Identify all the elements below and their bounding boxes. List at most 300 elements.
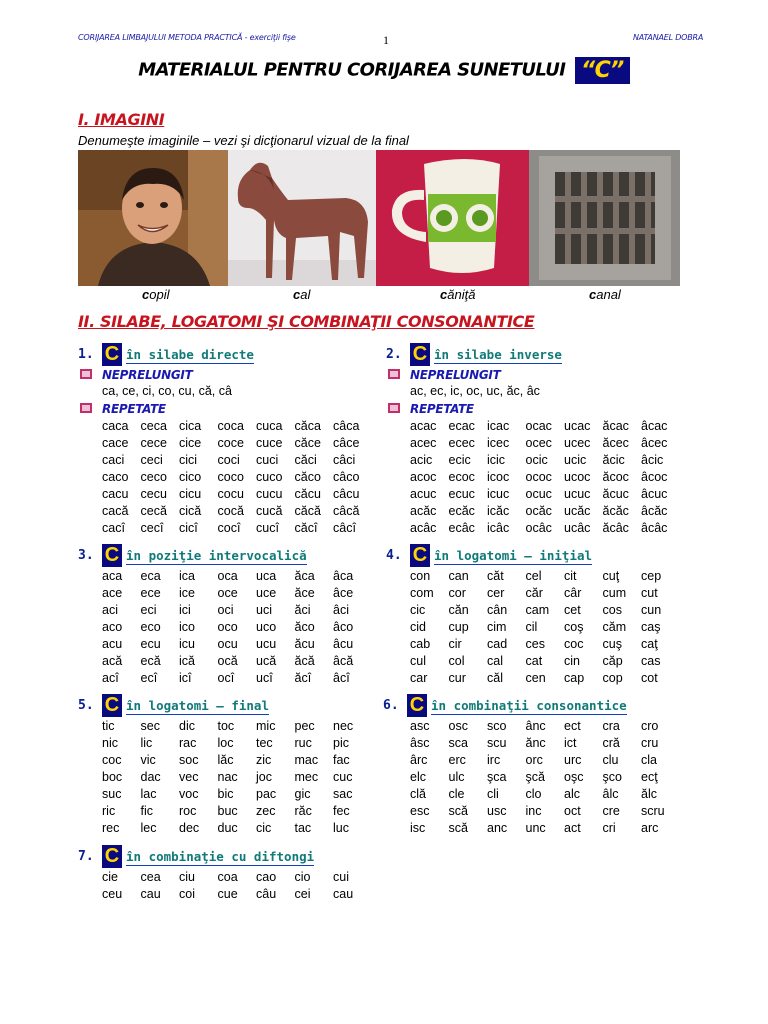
syllable-cell: icî (179, 671, 192, 685)
block-number: 4. (386, 548, 402, 563)
block-label: în poziţie intervocalică (126, 548, 307, 563)
syllable-cell: cio (294, 870, 311, 884)
book-icon (80, 369, 92, 379)
section-images-heading: I. IMAGINI (78, 110, 165, 129)
letter-box: C (410, 544, 430, 567)
block-number: 3. (78, 548, 94, 563)
syllable-cell: ăco (294, 620, 315, 634)
syllable-cell: cic (410, 603, 426, 617)
syllable-cell: cecî (140, 521, 164, 535)
page-title (0, 57, 768, 84)
syllable-cell: cece (140, 436, 167, 450)
book-icon (388, 369, 400, 379)
syllable-cell: aca (102, 569, 123, 583)
syllable-cell: ucic (564, 453, 587, 467)
syllable-cell: cut (641, 586, 658, 600)
syllable-cell: cică (179, 504, 202, 518)
syllable-cell: caţ (641, 637, 658, 651)
syllable-cell: oce (217, 586, 238, 600)
syllable-cell: ăcic (602, 453, 625, 467)
syllable-cell: cal (487, 654, 503, 668)
syllable-cell: căcă (294, 504, 321, 518)
syllable-cell: cur (448, 671, 466, 685)
syllable-cell: clă (410, 787, 426, 801)
running-header-left: CORIJAREA LIMBAJULUI METODA PRACTICĂ - exerciţii fişe (78, 33, 296, 42)
syllable-cell: mec (294, 770, 319, 784)
syllable-cell: cli (487, 787, 499, 801)
syllable-cell: icoc (487, 470, 510, 484)
syllable-cell: câce (333, 436, 360, 450)
letter-box: C (102, 694, 122, 717)
syllable-cell: tec (256, 736, 273, 750)
syllable-cell: cep (641, 569, 662, 583)
syllable-cell: âcu (333, 637, 354, 651)
image-drain-grate (529, 150, 680, 286)
syllable-cell: dac (140, 770, 161, 784)
syllable-cell: âcâc (641, 521, 668, 535)
syllable-cell: cie (102, 870, 118, 884)
syllable-cell: căcu (294, 487, 321, 501)
syllable-cell: icuc (487, 487, 510, 501)
syllable-cell: unc (525, 821, 546, 835)
syllable-cell: cuş (602, 637, 622, 651)
syllable-row (410, 735, 703, 752)
syllable-cell: coc (564, 637, 584, 651)
syllable-cell: ecuc (448, 487, 475, 501)
syllable-cell: irc (487, 753, 501, 767)
syllable-cell: dec (179, 821, 200, 835)
block-number: 2. (386, 347, 402, 362)
syllable-cell: ocâc (525, 521, 552, 535)
syllable-cell: car (410, 671, 428, 685)
syllable-cell: ocu (217, 637, 238, 651)
syllable-row (102, 452, 398, 469)
syllable-cell: câr (564, 586, 582, 600)
syllable-row (410, 653, 706, 670)
syllable-cell: âca (333, 569, 354, 583)
block-label: în logatomi – final (126, 698, 269, 713)
syllable-cell: cacă (102, 504, 129, 518)
syllable-cell: eci (140, 603, 157, 617)
syllable-cell: ăcu (294, 637, 315, 651)
syllable-cell: ăcăc (602, 504, 629, 518)
syllable-cell: tac (294, 821, 312, 835)
syllable-cell: ăcâc (602, 521, 629, 535)
syllable-cell: bic (217, 787, 234, 801)
syllable-cell: ăcac (602, 419, 629, 433)
syllable-cell: ocăc (525, 504, 552, 518)
syllable-row (102, 585, 398, 602)
syllable-cell: ocic (525, 453, 548, 467)
syllable-cell: coa (217, 870, 238, 884)
syllable-cell: cuce (256, 436, 283, 450)
syllable-cell: cuca (256, 419, 283, 433)
syllable-cell: mac (294, 753, 319, 767)
syllable-cell: cum (602, 586, 627, 600)
syllable-row (410, 503, 706, 520)
syllable-cell: caca (102, 419, 129, 433)
syllable-cell: câca (333, 419, 360, 433)
syllable-cell: cri (602, 821, 616, 835)
syllable-cell: osc (448, 719, 468, 733)
syllable-cell: fac (333, 753, 350, 767)
section-images-subtitle: Denumeşte imaginile – vezi şi dicţionarul vizual de la final (78, 133, 409, 148)
syllable-row (410, 418, 706, 435)
syllable-cell: acu (102, 637, 123, 651)
syllable-cell: acăc (410, 504, 437, 518)
syllable-cell: ucă (256, 654, 277, 668)
letter-box: C (102, 343, 122, 366)
syllable-grid (78, 869, 398, 903)
syllable-cell: şca (487, 770, 507, 784)
syllable-cell: mic (256, 719, 276, 733)
syllable-cell: cat (525, 654, 543, 668)
syllable-row (410, 435, 706, 452)
syllable-cell: şcă (525, 770, 545, 784)
syllable-row (102, 486, 398, 503)
syllable-cell: rec (102, 821, 120, 835)
letter-box: C (102, 845, 122, 868)
syllable-cell: act (564, 821, 581, 835)
syllable-cell: cei (294, 887, 311, 901)
syllable-cell: suc (102, 787, 122, 801)
syllable-cell: vec (179, 770, 199, 784)
syllable-cell: isc (410, 821, 426, 835)
syllable-row (102, 636, 398, 653)
syllable-row (102, 619, 398, 636)
syllable-cell: ocac (525, 419, 552, 433)
syllable-cell: ânc (525, 719, 546, 733)
syllable-cell: uca (256, 569, 277, 583)
block-label: în combinaţii consonantice (431, 698, 627, 713)
syllable-cell: cicî (179, 521, 198, 535)
syllable-cell: ăcoc (602, 470, 629, 484)
syllable-row (410, 585, 706, 602)
syllable-cell: cit (564, 569, 577, 583)
syllable-cell: ces (525, 637, 545, 651)
syllable-cell: clu (602, 753, 619, 767)
syllable-cell: cuci (256, 453, 279, 467)
syllable-cell: ucâc (564, 521, 591, 535)
syllable-cell: acic (410, 453, 433, 467)
syllable-cell: âcă (333, 654, 354, 668)
syllable-cell: ucu (256, 637, 277, 651)
syllable-row (102, 752, 398, 769)
block-label: în combinaţie cu diftongi (126, 849, 315, 864)
syllable-cell: ăcec (602, 436, 629, 450)
syllable-cell: aci (102, 603, 118, 617)
syllable-cell: acec (410, 436, 437, 450)
syllable-cell: acâc (410, 521, 437, 535)
syllable-cell: arc (641, 821, 659, 835)
syllable-row (410, 469, 706, 486)
syllable-cell: cru (641, 736, 659, 750)
syllable-cell: duc (217, 821, 238, 835)
syllable-cell: ece (140, 586, 161, 600)
syllable-cell: ălc (641, 787, 657, 801)
syllable-cell: căp (602, 654, 623, 668)
syllable-cell: şco (602, 770, 622, 784)
syllable-cell: ici (179, 603, 191, 617)
caption-canal: canal (589, 287, 621, 302)
syllable-cell: âcuc (641, 487, 668, 501)
syllable-cell: com (410, 586, 434, 600)
syllable-cell: cen (525, 671, 546, 685)
syllable-cell: zic (256, 753, 272, 767)
syllable-cell: ruc (294, 736, 312, 750)
syllable-cell: pic (333, 736, 349, 750)
syllable-cell: câu (256, 887, 277, 901)
syllable-cell: cacu (102, 487, 129, 501)
syllable-row (410, 820, 703, 837)
syllable-cell: col (448, 654, 465, 668)
syllable-cell: âcic (641, 453, 664, 467)
syllable-cell: coca (217, 419, 244, 433)
letter-box: C (410, 343, 430, 366)
syllable-cell: ecâc (448, 521, 475, 535)
book-icon (80, 403, 92, 413)
syllable-cell: cor (448, 586, 466, 600)
syllable-row (410, 786, 703, 803)
syllable-row (102, 820, 398, 837)
syllable-cell: uci (256, 603, 272, 617)
syllable-cell: cucă (256, 504, 283, 518)
syllable-cell: cil (525, 620, 538, 634)
syllable-row (410, 769, 703, 786)
syllable-cell: soc (179, 753, 199, 767)
syllable-row (410, 718, 703, 735)
syllable-cell: ecă (140, 654, 161, 668)
syllable-cell: căca (294, 419, 321, 433)
block-number: 7. (78, 849, 94, 864)
syllable-cell: căcî (294, 521, 318, 535)
syllable-cell: âci (333, 603, 349, 617)
syllable-cell: urc (564, 753, 582, 767)
syllable-cell: ucec (564, 436, 591, 450)
syllable-cell: cao (256, 870, 277, 884)
syllable-cell: ăca (294, 569, 315, 583)
syllable-cell: cra (602, 719, 620, 733)
syllable-cell: căl (487, 671, 503, 685)
syllable-cell: cuc (333, 770, 353, 784)
syllable-cell: cam (525, 603, 550, 617)
syllable-cell: lac (140, 787, 157, 801)
syllable-cell: ucac (564, 419, 591, 433)
syllable-row (410, 752, 703, 769)
caption-copil: copil (142, 287, 170, 302)
syllable-cell: cico (179, 470, 202, 484)
syllable-row (102, 653, 398, 670)
syllable-cell: căn (448, 603, 469, 617)
syllable-row (102, 568, 398, 585)
syllable-cell: zec (256, 804, 276, 818)
syllable-cell: ceci (140, 453, 163, 467)
syllable-cell: ica (179, 569, 195, 583)
syllable-cell: ăcî (294, 671, 312, 685)
syllable-cell: alc (564, 787, 580, 801)
syllable-cell: ecec (448, 436, 475, 450)
syllable-cell: cica (179, 419, 202, 433)
syllable-cell: cră (602, 736, 620, 750)
syllable-cell: cim (487, 620, 507, 634)
syllable-cell: icac (487, 419, 510, 433)
syllable-cell: gic (294, 787, 311, 801)
syllable-cell: ect (564, 719, 581, 733)
syllable-cell: ecic (448, 453, 471, 467)
syllable-cell: cucu (256, 487, 283, 501)
syllable-cell: cas (641, 654, 661, 668)
syllable-cell: cau (333, 887, 354, 901)
syllable-cell: ocî (217, 671, 235, 685)
syllable-cell: ecţ (641, 770, 658, 784)
syllable-cell: roc (179, 804, 197, 818)
syllable-cell: lec (140, 821, 157, 835)
syllable-cell: âcac (641, 419, 668, 433)
syllable-cell: câco (333, 470, 360, 484)
syllable-cell: câci (333, 453, 356, 467)
syllable-cell: cop (602, 671, 623, 685)
syllable-cell: âlc (602, 787, 619, 801)
syllable-cell: ăce (294, 586, 315, 600)
syllable-cell: ăci (294, 603, 311, 617)
syllable-cell: ococ (525, 470, 552, 484)
syllable-row (102, 786, 398, 803)
syllable-cell: sca (448, 736, 468, 750)
letter-box: C (407, 694, 427, 717)
syllable-cell: coi (179, 887, 195, 901)
syllable-cell: elc (410, 770, 426, 784)
block-logatoms-final (78, 694, 398, 837)
syllable-cell: inc (525, 804, 542, 818)
syllable-row (102, 718, 398, 735)
syllable-cell: căci (294, 453, 317, 467)
syllable-cell: ico (179, 620, 195, 634)
syllable-row (410, 636, 706, 653)
syllable-cell: luc (333, 821, 349, 835)
syllable-cell: âce (333, 586, 354, 600)
syllable-cell: ocă (217, 654, 238, 668)
syllable-cell: oct (564, 804, 581, 818)
syllable-cell: cad (487, 637, 508, 651)
syllable-grid (383, 718, 703, 837)
syllable-grid (78, 418, 398, 537)
block-diphthongs (78, 845, 398, 903)
syllable-grid (78, 718, 398, 837)
syllable-cell: pac (256, 787, 277, 801)
syllable-cell: cecă (140, 504, 167, 518)
syllable-row (102, 503, 398, 520)
syllable-cell: icâc (487, 521, 510, 535)
syllable-row (410, 670, 706, 687)
syllable-cell: cice (179, 436, 202, 450)
syllable-cell: cocă (217, 504, 244, 518)
syllable-cell: caş (641, 620, 661, 634)
syllable-cell: orc (525, 753, 543, 767)
syllable-row (410, 619, 706, 636)
syllable-cell: cle (448, 787, 465, 801)
syllable-cell: vic (140, 753, 156, 767)
syllable-cell: căce (294, 436, 321, 450)
syllable-cell: scă (448, 804, 468, 818)
syllable-row (102, 670, 398, 687)
syllable-cell: căco (294, 470, 321, 484)
syllable-row (102, 735, 398, 752)
syllable-cell: fec (333, 804, 350, 818)
syllable-cell: ucăc (564, 504, 591, 518)
plain-syllables: ac, ec, ic, oc, uc, ăc, âc (410, 384, 540, 398)
syllable-cell: cecu (140, 487, 167, 501)
page-number: 1 (383, 33, 389, 47)
syllable-cell: ecoc (448, 470, 475, 484)
syllable-cell: pec (294, 719, 315, 733)
syllable-cell: cel (525, 569, 542, 583)
syllable-cell: coci (217, 453, 240, 467)
syllable-cell: ecî (140, 671, 158, 685)
syllable-cell: ecu (140, 637, 161, 651)
syllable-cell: nac (217, 770, 238, 784)
block-consonant-clusters (383, 694, 703, 837)
syllable-cell: câcă (333, 504, 360, 518)
syllable-cell: ulc (448, 770, 465, 784)
syllable-cell: lic (140, 736, 153, 750)
block-number: 1. (78, 347, 94, 362)
syllable-row (102, 869, 398, 886)
syllable-cell: icic (487, 453, 506, 467)
syllable-cell: cos (602, 603, 622, 617)
syllable-cell: scu (487, 736, 507, 750)
syllable-cell: nic (102, 736, 118, 750)
syllable-cell: cup (448, 620, 469, 634)
caption-cal: cal (293, 287, 311, 302)
syllable-cell: erc (448, 753, 466, 767)
section-syllables-heading: II. SILABE, LOGATOMI ŞI COMBINAŢII CONSONANTICE (78, 312, 535, 331)
syllable-cell: acoc (410, 470, 437, 484)
syllable-cell: buc (217, 804, 238, 818)
syllable-cell: cro (641, 719, 659, 733)
syllable-cell: acuc (410, 487, 437, 501)
syllable-cell: âcăc (641, 504, 668, 518)
block-label: în silabe inverse (434, 347, 562, 362)
syllable-cell: cot (641, 671, 658, 685)
syllable-row (102, 803, 398, 820)
syllable-row (102, 435, 398, 452)
syllable-cell: scă (448, 821, 468, 835)
syllable-cell: cul (410, 654, 426, 668)
syllable-cell: joc (256, 770, 272, 784)
syllable-row (102, 602, 398, 619)
syllable-cell: âcec (641, 436, 668, 450)
syllable-cell: ecac (448, 419, 475, 433)
syllable-cell: acî (102, 671, 119, 685)
syllable-cell: cacî (102, 521, 125, 535)
syllable-cell: oşc (564, 770, 584, 784)
syllable-cell: aco (102, 620, 123, 634)
syllable-row (102, 520, 398, 537)
syllable-cell: ăcuc (602, 487, 629, 501)
syllable-cell: coco (217, 470, 244, 484)
syllable-cell: câcî (333, 521, 356, 535)
syllable-cell: nec (333, 719, 354, 733)
syllable-cell: cuco (256, 470, 283, 484)
syllable-cell: ucuc (564, 487, 591, 501)
syllable-cell: eca (140, 569, 161, 583)
syllable-cell: acac (410, 419, 437, 433)
syllable-row (410, 602, 706, 619)
syllable-cell: âcî (333, 671, 350, 685)
syllable-cell: cic (256, 821, 272, 835)
syllable-cell: tic (102, 719, 115, 733)
syllable-cell: uce (256, 586, 277, 600)
